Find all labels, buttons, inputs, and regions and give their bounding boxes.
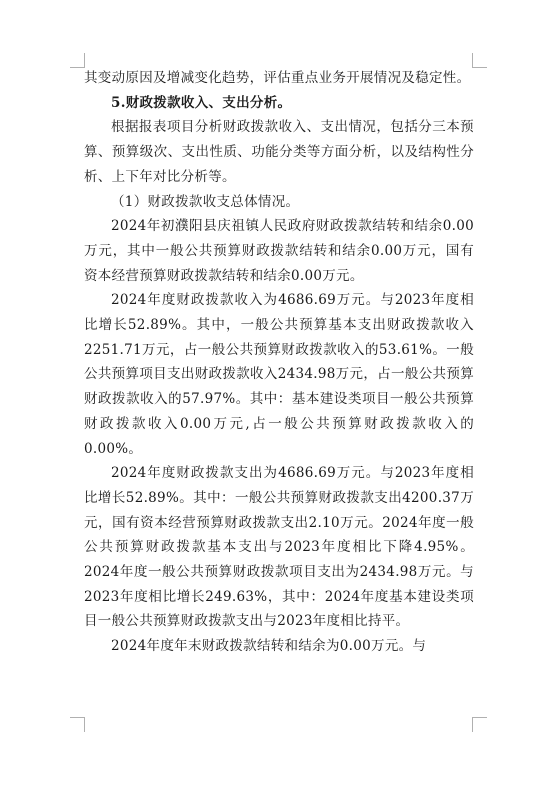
crop-mark-top-right bbox=[472, 53, 487, 68]
paragraph-opening-balance: 2024年初濮阳县庆祖镇人民政府财政拨款结转和结余0.00万元，其中一般公共预算财政拨款结转和结余0.00万元，国有资本经营预算财政拨款结转和结余0.00万元。 bbox=[84, 218, 474, 284]
paragraph-income: 2024年度财政拨款收入为4686.69万元。与2023年度相比增长52.89%。其中，一般公共预算基本支出财政拨款收入2251.71万元，占一般公共预算财政拨款收入的53.61%。一般公共预算项目支出财政拨款收入2434.98万元，占一般公共预算财政拨款收入的57.97%。其中：基本建设类项目一般公共预算财政拨款收入0.00万元,占一般公共预算财政拨款收入的0.00%。 bbox=[84, 292, 474, 457]
crop-mark-bottom-right bbox=[472, 717, 487, 732]
paragraph-closing-balance: 2024年度年末财政拨款结转和结余为0.00万元。与 bbox=[111, 638, 427, 655]
section-heading: 5.财政拨款收入、支出分析。 bbox=[111, 94, 292, 111]
paragraph-continuation: 其变动原因及增减变化趋势，评估重点业务开展情况及稳定性。 bbox=[84, 70, 471, 86]
paragraph-analysis-scope: 根据报表项目分析财政拨款收入、支出情况，包括分三本预算、预算级次、支出性质、功能分类等方面分析，以及结构性分析、上下年对比分析等。 bbox=[84, 119, 474, 185]
crop-mark-bottom-left bbox=[70, 717, 85, 732]
paragraph-expenditure: 2024年度财政拨款支出为4686.69万元。与2023年度相比增长52.89%。其中：一般公共预算财政拨款支出4200.37万元，国有资本经营预算财政拨款支出2.10万元。2024年度一般公共预算财政拨款基本支出与2023年度相比下降4.95%。2024年度一般公共预算财政拨款项目支出为2434.98万元。与2023年度相比增长249.63%，其中：2024年度基本建设类项目一般公共预算财政拨款支出与2023年度相比持平。 bbox=[84, 465, 474, 630]
document-body bbox=[84, 66, 474, 659]
crop-mark-top-left bbox=[70, 53, 85, 68]
subsection-heading: （1）财政拨款收支总体情况。 bbox=[111, 193, 300, 210]
